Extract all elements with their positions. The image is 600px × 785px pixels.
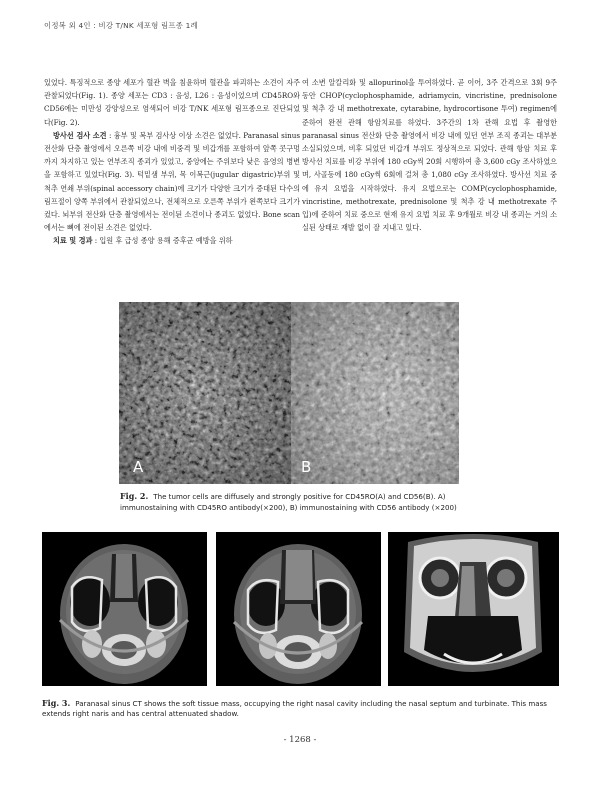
panel-label-a: A bbox=[133, 458, 144, 476]
figure-3-caption bbox=[42, 698, 557, 719]
ct-scan-coronal bbox=[388, 532, 559, 686]
section-body: : 흉부 및 복부 검사상 이상 소견은 없었다. Paranasal sinus 전산화 단층 촬영에서 오른쪽 비강 내에 비중격 및 비갑개를 포함하여 앞쪽 콧구멍까지 차지하고 있는 연부조직 종괴가 있었고, 중앙에는 주위보다 낮은 음영의 병변을 포함하고 있었다(Fig. 3). 턱밑샘 부위, 목 이복근(jugular digastric)부위 및 척추 연쇄 부위(spinal accessory chain)에 크기가 다양한 크기가 증대된 다수의 림프절이 양쪽 부위에서 관찰되었으나, 전체적으로 오른쪽 부위가 왼쪽보다 크기가 컸다. 뇌부위 전산화 단층 촬영에서는 전이된 소견이나 종괴도 없었다. Bone scan에서는 뼈에 전이된 소견은 없었다. bbox=[44, 130, 300, 233]
body-paragraph: 있었다. 특징적으로 종양 세포가 혈관 벽을 침윤하며 혈관을 파괴하는 소견이 자주 관찰되었다(Fig. 1). 종양 세포는 CD3 : 음성, L26 : 음성이었으며 CD45RO와 CD56에는 미만성 강양성으로 염색되어 비강 T/NK 세포형 림프종으로 진단되었다(Fig. 2). bbox=[44, 78, 300, 127]
section-body: : 입원 후 급성 종양 용해 증후군 예방을 위하 bbox=[92, 236, 233, 246]
ct-image bbox=[216, 532, 381, 686]
figure-2-micrograph bbox=[119, 302, 459, 484]
running-head: 이정복 외 4인 : 비강 T/NK 세포형 림프종 1례 bbox=[44, 21, 198, 30]
caption-text: The tumor cells are diffusely and strongly positive for CD45RO(A) and CD56(B). A) immunostaining with CD45RO antibody(×200), B) immunostaining with CD56 antibody (×200) bbox=[120, 492, 457, 512]
panel-label-b: B bbox=[301, 458, 312, 476]
figure-label: Fig. 3. bbox=[42, 698, 71, 708]
figure-label: Fig. 2. bbox=[120, 491, 149, 501]
body-paragraph bbox=[44, 129, 300, 235]
left-column bbox=[44, 76, 300, 248]
section-label: 치료 및 경과 bbox=[53, 236, 93, 246]
micrograph-panel-b bbox=[291, 302, 459, 484]
ct-scan-axial-2 bbox=[216, 532, 381, 686]
micrograph-panel-a bbox=[119, 302, 291, 484]
figure-2-caption bbox=[120, 491, 470, 513]
body-paragraph: 여 소변 알칼리화 및 allopurinol을 투여하였다. 곧 이어, 3주 간격으로 3회 9주 동안 CHOP(cyclophosphamide, adriamycin, vincristine, prednisolone 및 척추 강 내 methotrexate, cytarabine, hydrocortisone 투여) regimen에 준하여 완전 관해 항암치료를 하였다. 3주간의 1차 관해 요법 후 촬영한 paranasal sinus 전산화 단층 촬영에서 비강 내에 있던 연부 조직 종괴는 대부분 소실되었으며, 비후 되었던 비갑개 부위도 정상적으로 되었다. 관해 항암 치료 후 방사선 치료를 비강 부위에 180 cGy씩 20회 시행하여 총 3,600 cGy 조사하였으며, 사골동에 180 cGy씩 6회에 걸쳐 총 1,080 cGy 조사하였다. 방사선 치료 중에 유지 요법을 시작하였다. 유지 요법으로는 COMP(cyclophosphamide, vincristine, methotrexate, prednisolone 및 척추 강 내 methotrexate 주입)에 준하여 치료 중으로 현재 유지 요법 치료 후 9개월로 비강 내 종괴는 거의 소실된 상태로 재발 없이 잘 지내고 있다. bbox=[302, 78, 557, 233]
section-label: 방사선 검사 소견 bbox=[53, 130, 107, 140]
page-number: - 1268 - bbox=[283, 735, 317, 745]
cd45ro-stain-image bbox=[119, 302, 291, 484]
cd56-stain-image bbox=[291, 302, 459, 484]
right-column bbox=[302, 76, 557, 234]
body-paragraph bbox=[44, 234, 300, 247]
ct-scan-axial-1 bbox=[42, 532, 207, 686]
ct-image bbox=[42, 532, 207, 686]
figure-3-ct-scans bbox=[42, 532, 559, 686]
ct-image bbox=[388, 532, 559, 686]
caption-text: Paranasal sinus CT shows the soft tissue mass, occupying the right nasal cavity including the nasal septum and turbinate. This mass extends right naris and has central attenuated shadow. bbox=[42, 699, 547, 718]
